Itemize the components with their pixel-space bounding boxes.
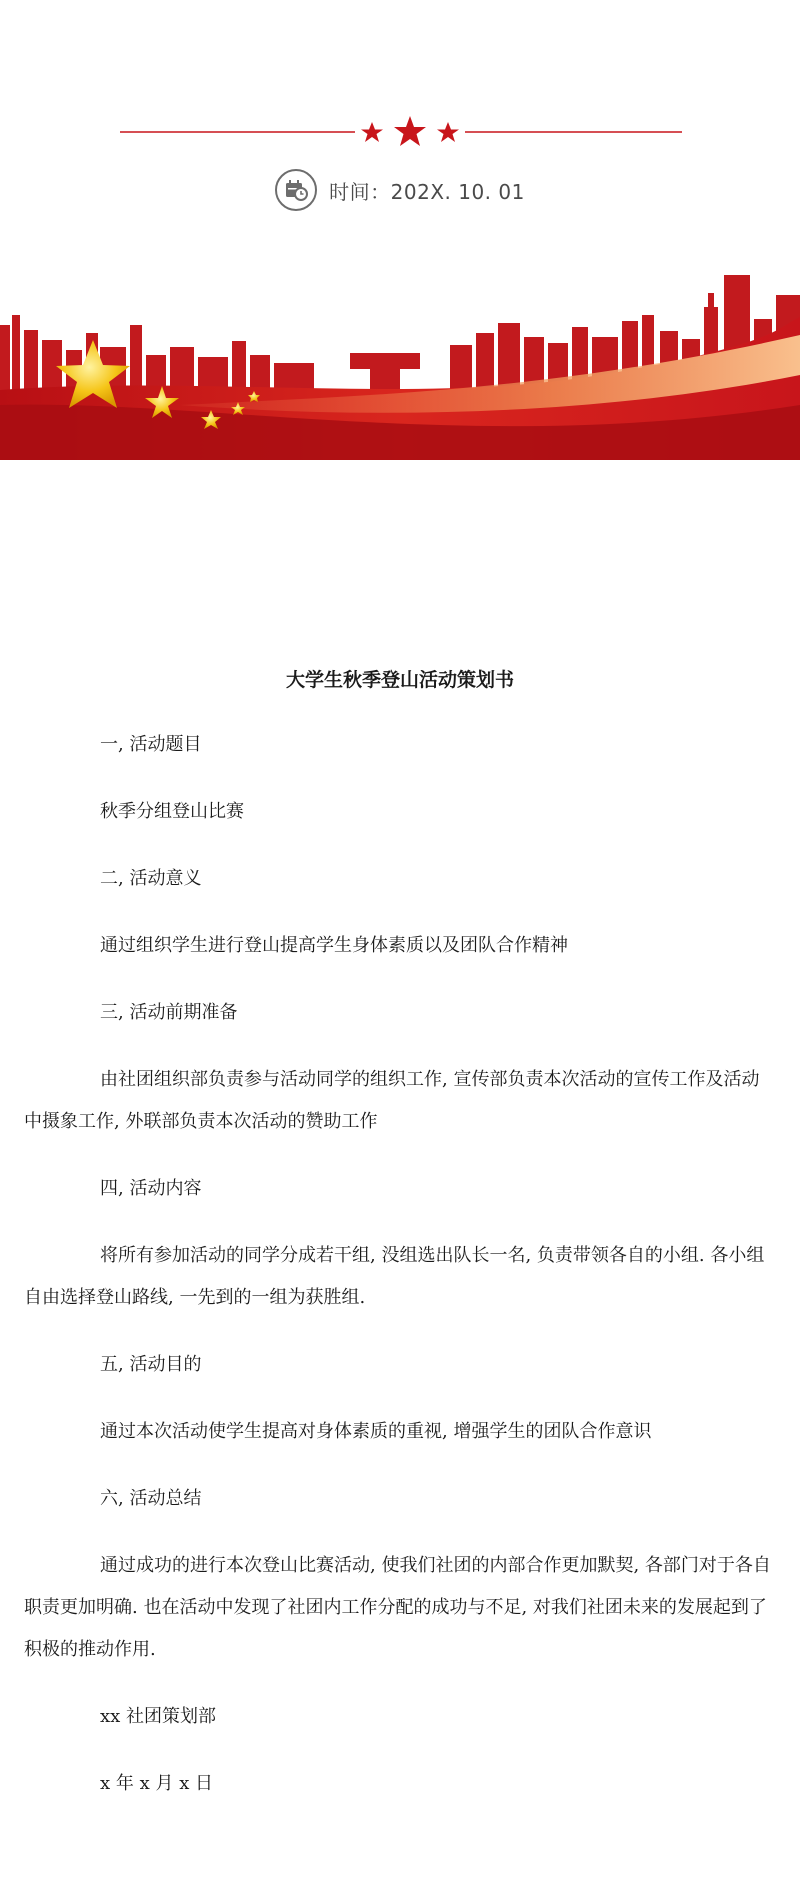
section-heading-content: 四, 活动内容 (100, 1178, 202, 1199)
section-heading-preparation: 三, 活动前期准备 (100, 1002, 238, 1023)
paragraph: 由社团组织部负责参与活动同学的组织工作, 宣传部负责本次活动的宣传工作及活动中摄象工作, 外联部负责本次活动的赞助工作 (24, 1069, 760, 1132)
signature-department: xx 社团策划部 (100, 1706, 217, 1727)
section-heading-significance: 二, 活动意义 (100, 868, 202, 889)
red-star-icon (394, 116, 426, 146)
paragraph: 通过成功的进行本次登山比赛活动, 使我们社团的内部合作更加默契, 各部门对于各自职责更加明确. 也在活动中发现了社团内工作分配的成功与不足, 对我们社团未来的发展起到了积极的推动作用. (24, 1555, 771, 1660)
paragraph: 通过组织学生进行登山提高学生身体素质以及团队合作精神 (100, 935, 568, 956)
section-heading-summary: 六, 活动总结 (100, 1488, 202, 1509)
signature-date: x 年 x 月 x 日 (100, 1773, 214, 1794)
paragraph: 通过本次活动使学生提高对身体素质的重视, 增强学生的团队合作意识 (100, 1421, 652, 1442)
document-title: 大学生秋季登山活动策划书 (285, 669, 514, 691)
paragraph: 秋季分组登山比赛 (100, 801, 244, 822)
paragraph: 将所有参加活动的同学分成若干组, 没组选出队长一名, 负责带领各自的小组. 各小组自由选择登山路线, 一先到的一组为获胜组. (24, 1245, 765, 1308)
red-star-icon (361, 122, 383, 142)
document-body (0, 640, 800, 1830)
header-ornament (0, 112, 800, 152)
section-heading-purpose: 五, 活动目的 (100, 1354, 202, 1375)
time-text: 时间：202X. 10. 01 (329, 179, 525, 204)
red-star-icon (437, 122, 459, 142)
time-row (0, 168, 800, 212)
skyline-banner (0, 255, 800, 460)
section-heading-topic: 一, 活动题目 (100, 734, 202, 755)
calendar-clock-icon (275, 169, 317, 211)
